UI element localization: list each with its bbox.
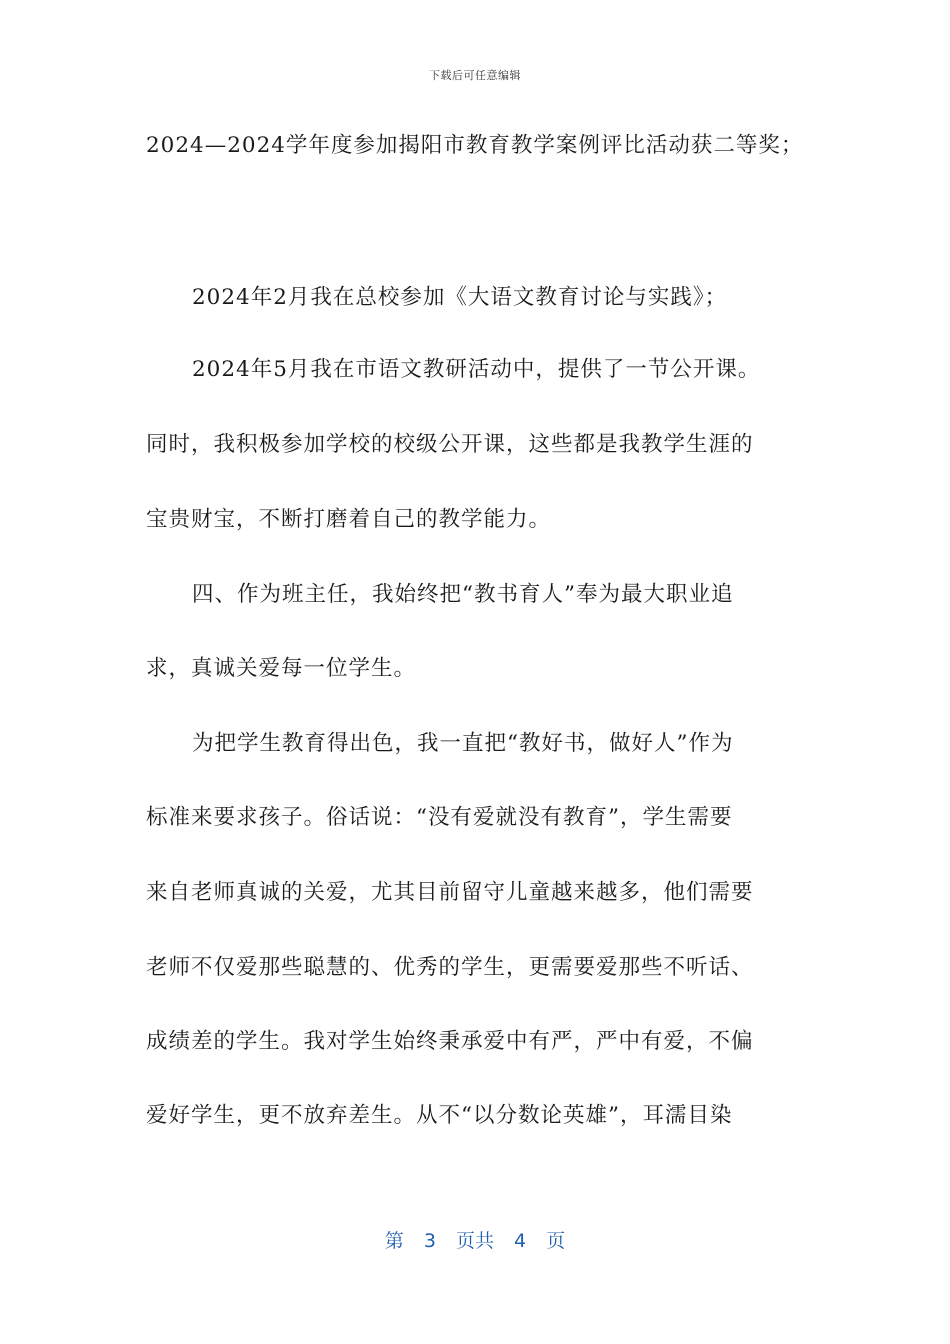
text-line: 标准来要求孩子。俗话说：“没有爱就没有教育”，学生需要 [146,805,733,830]
text-line: 老师不仅爱那些聪慧的、优秀的学生，更需要爱那些不听话、 [146,955,754,980]
footer-suffix: 页 [546,1230,566,1252]
text-line: 求，真诚关爱每一位学生。 [146,656,417,681]
page-footer [0,1226,950,1253]
text-line: 宝贵财宝，不断打磨着自己的教学能力。 [146,507,552,532]
footer-middle: 页共 [455,1230,494,1252]
text-line: 2024年2月我在总校参加《大语文教育讨论与实践》； [192,285,728,310]
text-line: 成绩差的学生。我对学生始终秉承爱中有严，严中有爱，不偏 [146,1029,754,1054]
footer-total-pages: 4 [514,1230,527,1252]
text-line: 2024年5月我在市语文教研活动中，提供了一节公开课。 [192,357,761,382]
header-note: 下载后可任意编辑 [429,69,521,82]
text-line: 来自老师真诚的关爱，尤其目前留守儿童越来越多，他们需要 [146,880,754,905]
footer-prefix: 第 [384,1230,404,1252]
text-line: 2024—2024学年度参加揭阳市教育教学案例评比活动获二等奖； [146,133,804,158]
footer-current-page: 3 [423,1230,436,1252]
text-line: 为把学生教育得出色，我一直把“教好书，做好人”作为 [192,731,734,756]
text-line: 同时，我积极参加学校的校级公开课，这些都是我教学生涯的 [146,432,754,457]
text-line: 四、作为班主任，我始终把“教书育人”奉为最大职业追 [192,582,734,607]
text-line: 爱好学生，更不放弃差生。从不“以分数论英雄”，耳濡目染 [146,1103,733,1128]
